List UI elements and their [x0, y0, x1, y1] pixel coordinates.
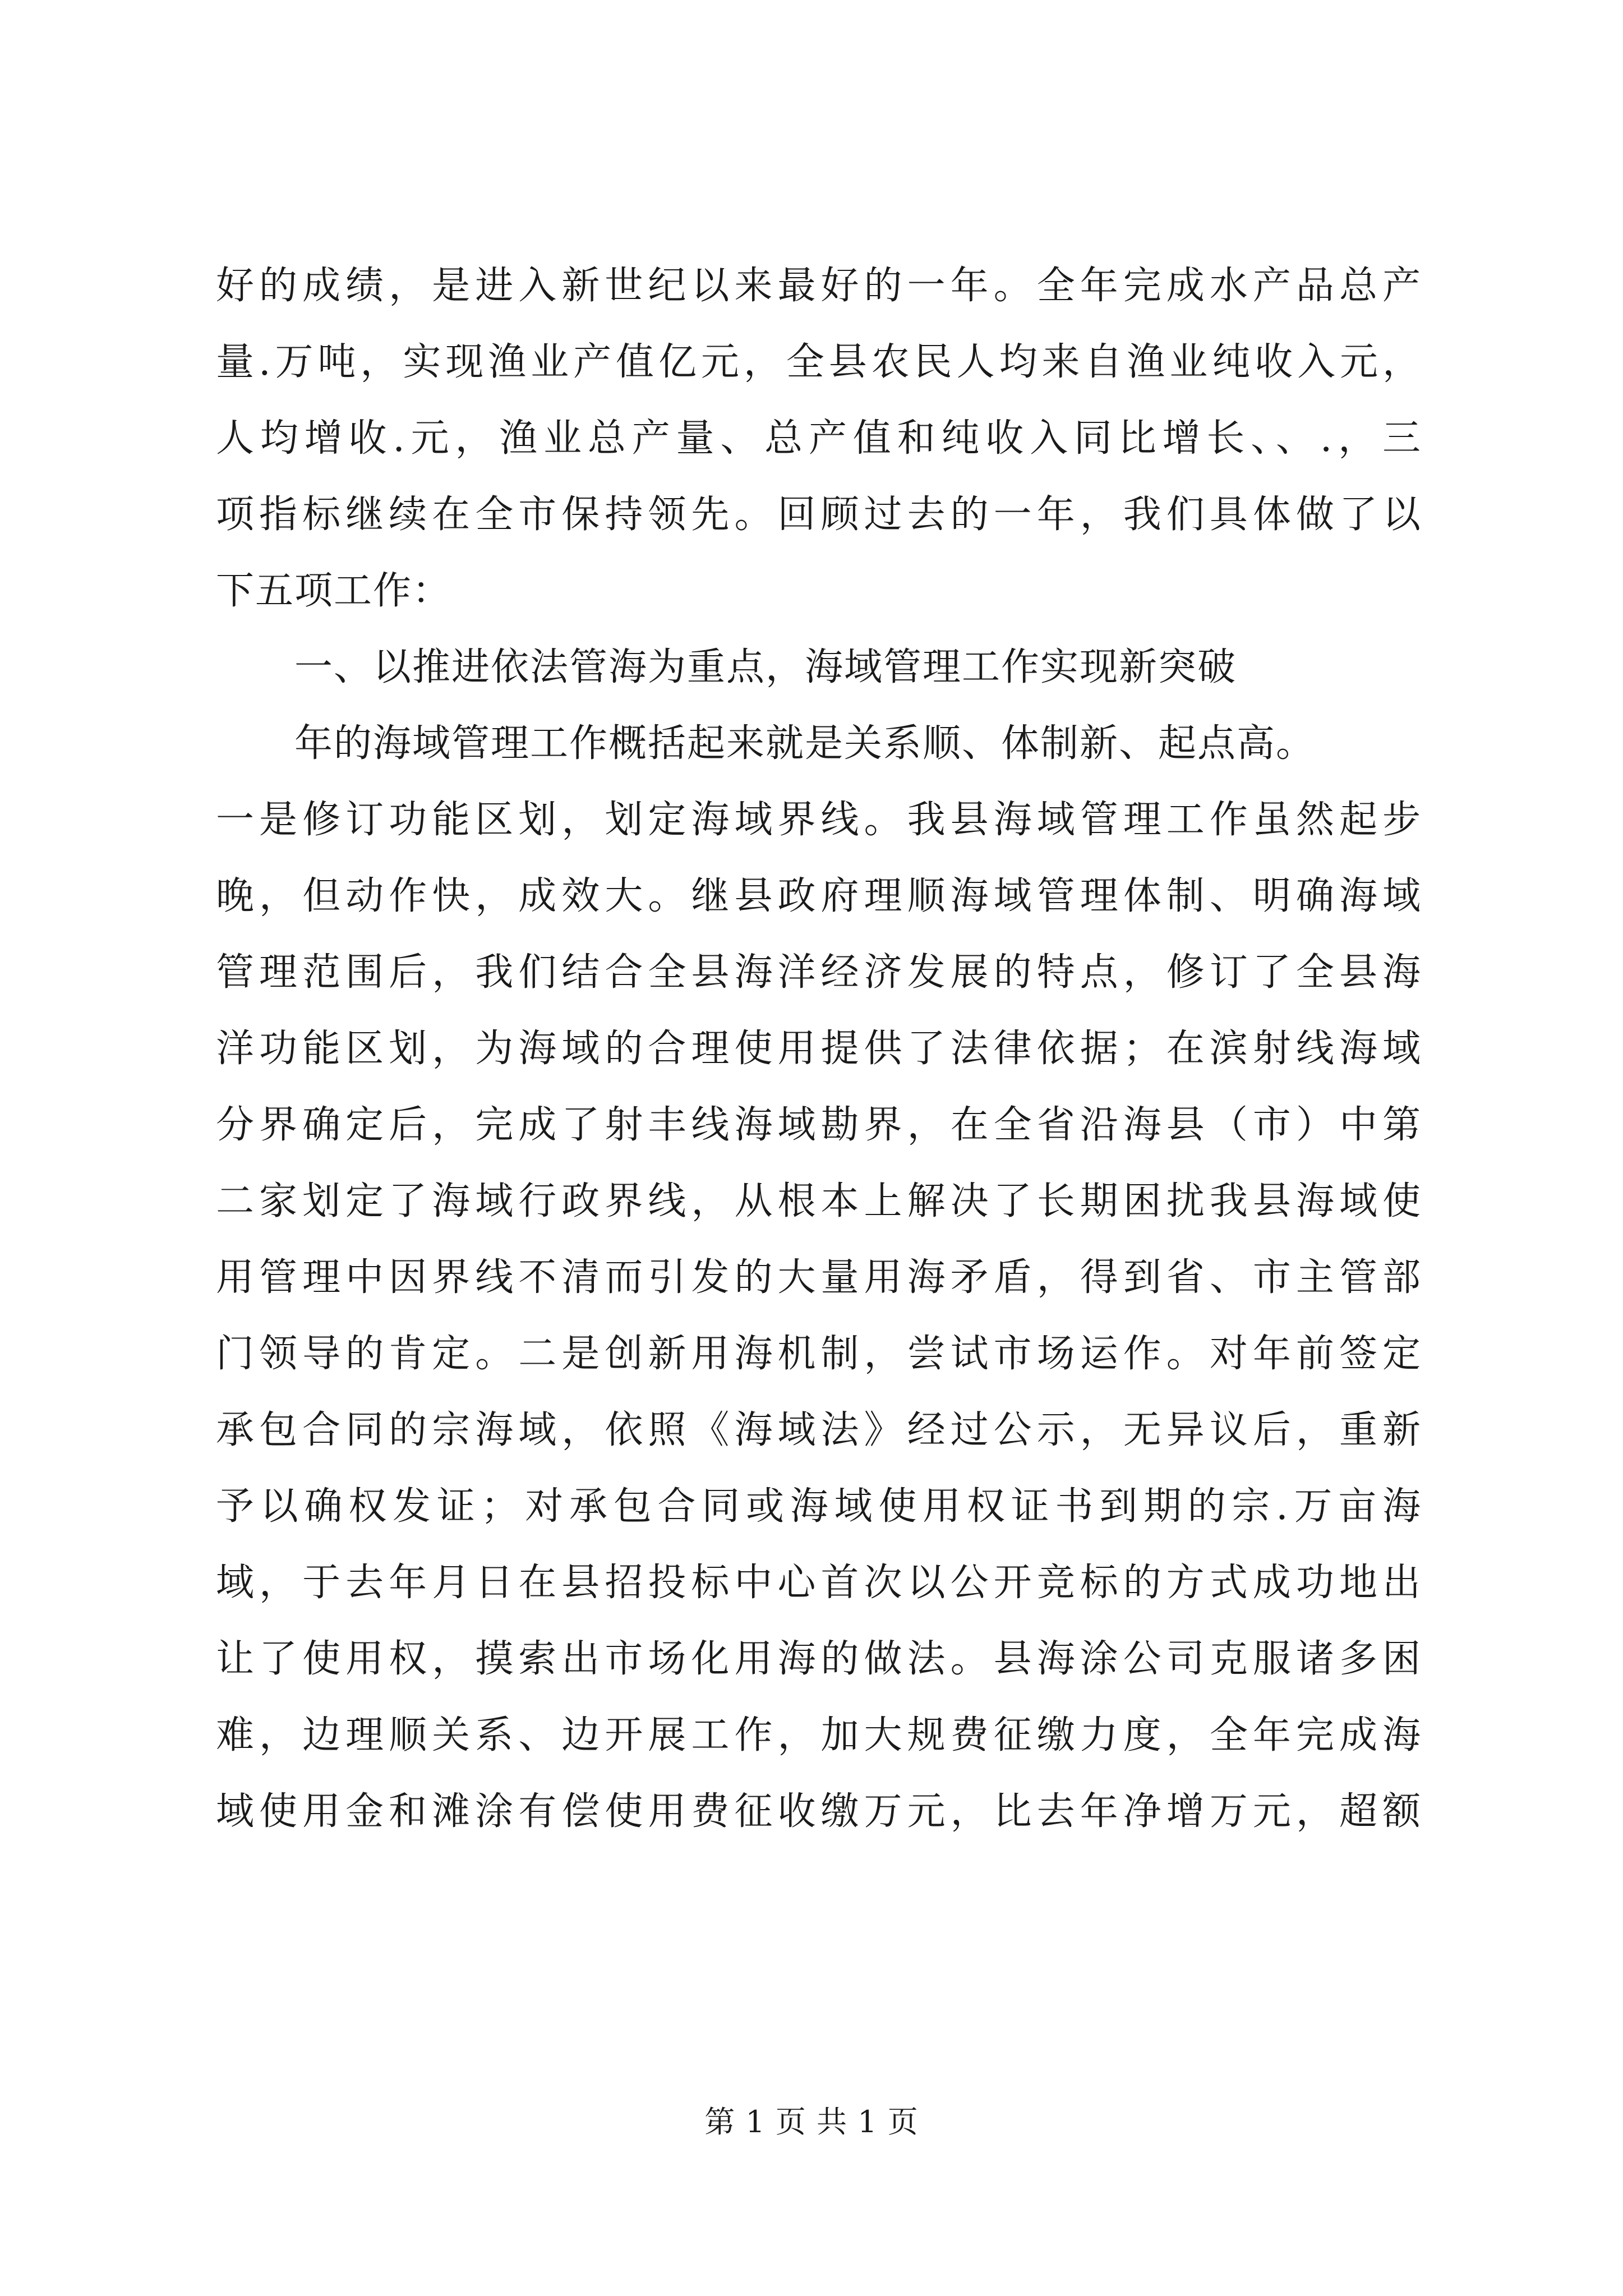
text-line: 分界确定后，完成了射丰线海域勘界，在全省沿海县（市）中第 [216, 1103, 1422, 1147]
text-line: 晚，但动作快，成效大。继县政府理顺海域管理体制、明确海域 [216, 874, 1422, 918]
body-text [216, 248, 1422, 1850]
text-line: 管理范围后，我们结合全县海洋经济发展的特点，修订了全县海 [216, 950, 1422, 995]
text-line: 量.万吨，实现渔业产值亿元，全县农民人均来自渔业纯收入元， [216, 340, 1422, 384]
text-line: 好的成绩，是进入新世纪以来最好的一年。全年完成水产品总产 [216, 264, 1422, 308]
text-line: 予以确权发证；对承包合同或海域使用权证书到期的宗.万亩海 [216, 1484, 1422, 1529]
text-line: 用管理中因界线不清而引发的大量用海矛盾，得到省、市主管部 [216, 1255, 1422, 1300]
text-line: 一是修订功能区划，划定海域界线。我县海域管理工作虽然起步 [216, 798, 1422, 842]
text-line: 承包合同的宗海域，依照《海域法》经过公示，无异议后，重新 [216, 1408, 1422, 1452]
text-line: 下五项工作： [216, 569, 452, 613]
page-number-label: 第 1 页 共 1 页 [704, 2104, 919, 2139]
text-line: 域使用金和滩涂有偿使用费征收缴万元，比去年净增万元，超额 [216, 1789, 1422, 1834]
text-line: 二家划定了海域行政界线，从根本上解决了长期困扰我县海域使 [216, 1179, 1422, 1223]
text-line: 门领导的肯定。二是创新用海机制，尝试市场运作。对年前签定 [216, 1332, 1422, 1376]
text-line: 域，于去年月日在县招投标中心首次以公开竞标的方式成功地出 [216, 1561, 1422, 1605]
text-line: 让了使用权，摸索出市场化用海的做法。县海涂公司克服诸多困 [216, 1637, 1422, 1681]
text-line: 项指标继续在全市保持领先。回顾过去的一年，我们具体做了以 [216, 493, 1422, 537]
paragraph-first-line: 年的海域管理工作概括起来就是关系顺、体制新、起点高。 [294, 721, 1316, 766]
section-heading: 一、以推进依法管海为重点，海域管理工作实现新突破 [294, 645, 1237, 689]
page-footer [0, 2102, 1623, 2142]
text-line: 人均增收.元，渔业总产量、总产值和纯收入同比增长、、.，三 [216, 416, 1422, 461]
text-line: 难，边理顺关系、边开展工作，加大规费征缴力度，全年完成海 [216, 1713, 1422, 1757]
text-line: 洋功能区划，为海域的合理使用提供了法律依据；在滨射线海域 [216, 1027, 1422, 1071]
